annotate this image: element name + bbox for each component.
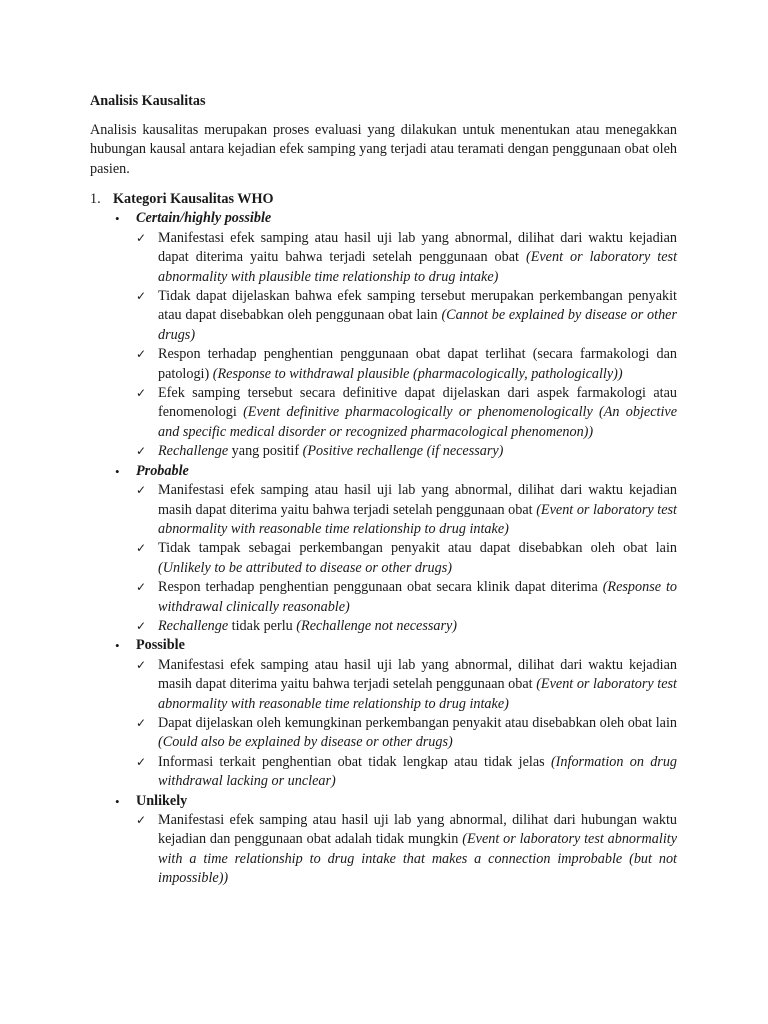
- item-english: (Cannot be explained by disease or other drugs): [158, 307, 677, 343]
- check-icon: ✓: [136, 230, 147, 245]
- item-text: Informasi terkait penghentian obat tidak lengkap atau tidak jelas: [158, 753, 551, 770]
- item-text: Tidak dapat dijelaskan bahwa efek samping tersebut merupakan perkembangan penyakit atau dapat disebabkan oleh penggunaan obat lain: [158, 288, 677, 324]
- item-text: Dapat dijelaskan oleh kemungkinan perkembangan penyakit atau disebabkan oleh obat lain: [158, 714, 677, 731]
- item-english: (Response to withdrawal plausible (pharmacologically, pathologically)): [212, 365, 623, 382]
- list-item: [90, 287, 677, 345]
- category-label: Unlikely: [136, 792, 188, 809]
- list-item: [90, 578, 677, 617]
- list-item: [90, 442, 677, 461]
- item-english: (Information on drug withdrawal lacking or unclear): [158, 753, 678, 790]
- bullet-icon: •: [115, 463, 120, 479]
- item-text: tidak perlu: [228, 617, 297, 634]
- list-item: [90, 753, 677, 792]
- causality-section: [90, 190, 677, 889]
- item-english: (Event or laboratory test abnormality with reasonable time relationship to drug intake): [158, 676, 678, 712]
- item-english: (Positive rechallenge (if necessary): [302, 443, 504, 460]
- list-item: [90, 345, 677, 384]
- item-english: (Event or laboratory test abnormality with reasonable time relationship to drug intake): [158, 501, 678, 537]
- bullet-icon: •: [115, 793, 120, 809]
- item-text: Manifestasi efek samping atau hasil uji lab yang abnormal, dilihat dari waktu kejadian masih dapat diterima yaitu bahwa terjadi setelah penggunaan obat: [158, 656, 677, 693]
- list-item: [90, 481, 677, 539]
- item-english: (Rechallenge not necessary): [296, 617, 458, 634]
- check-icon: ✓: [136, 483, 147, 498]
- intro-paragraph: Analisis kausalitas merupakan proses evaluasi yang dilakukan untuk menentukan atau menegakkan hubungan kausal antara kejadian efek samping yang terjadi atau teramati dengan penggunaan obat oleh pasien.: [90, 122, 677, 177]
- item-text: yang positif: [228, 443, 303, 460]
- list-item: [90, 714, 677, 753]
- item-text: Tidak tampak sebagai perkembangan penyakit atau dapat disebabkan oleh obat lain: [158, 540, 677, 557]
- section-number: 1.: [90, 191, 101, 207]
- section-title: Kategori Kausalitas WHO: [113, 191, 274, 207]
- category-label: Probable: [136, 462, 189, 479]
- item-english: (Event or laboratory test abnormality with plausible time relationship to drug intake): [158, 249, 678, 285]
- item-text: Respon terhadap penghentian penggunaan obat secara klinik dapat diterima: [158, 579, 603, 596]
- bullet-icon: •: [115, 211, 120, 227]
- category-label: Certain/highly possible: [136, 210, 272, 227]
- check-icon: ✓: [136, 715, 147, 730]
- list-item: [90, 811, 677, 889]
- check-icon: ✓: [136, 754, 147, 769]
- check-icon: ✓: [136, 813, 147, 827]
- check-icon: ✓: [136, 657, 147, 672]
- item-lead-term: Rechallenge: [158, 443, 229, 460]
- item-english: (Could also be explained by disease or other drugs): [158, 734, 453, 751]
- check-icon: ✓: [136, 618, 147, 633]
- category-label: Possible: [136, 637, 185, 654]
- check-icon: ✓: [136, 347, 147, 362]
- list-item: [90, 539, 677, 578]
- list-item: [90, 384, 677, 442]
- item-text: Respon terhadap penghentian penggunaan obat dapat terlihat (secara farmakologi dan patologi): [158, 346, 677, 382]
- item-lead-term: Rechallenge: [158, 617, 229, 634]
- item-english: (Unlikely to be attributed to disease or other drugs): [158, 559, 452, 576]
- check-icon: ✓: [136, 444, 147, 459]
- check-icon: ✓: [136, 541, 147, 556]
- check-icon: ✓: [136, 289, 147, 304]
- check-icon: ✓: [136, 580, 147, 595]
- category-probable: [90, 462, 677, 481]
- check-icon: ✓: [136, 386, 147, 401]
- list-item: [90, 656, 677, 714]
- item-text: Manifestasi efek samping atau hasil uji lab yang abnormal, dilihat dari hubungan waktu kejadian dan penggunaan obat adalah tidak mungkin: [158, 812, 677, 848]
- list-item: [90, 617, 677, 636]
- item-text: Efek samping tersebut secara definitive dapat dijelaskan dari aspek farmakologi atau fenomenologi: [158, 385, 677, 421]
- item-english: (Event definitive pharmacologically or phenomenologically (An objective and specific medical disorder or recognized pharmacological phenomenon)): [158, 404, 677, 440]
- item-text: Manifestasi efek samping atau hasil uji lab yang abnormal, dilihat dari waktu kejadian dapat diterima yaitu bahwa terjadi setelah penggunaan obat: [158, 229, 677, 266]
- item-english: (Response to withdrawal clinically reasonable): [158, 579, 677, 615]
- list-item: [90, 229, 677, 287]
- category-unlikely: [90, 792, 677, 811]
- page-title: Analisis Kausalitas: [90, 93, 206, 109]
- category-possible: [90, 636, 677, 655]
- item-english: (Event or laboratory test abnormality with a time relationship to drug intake that makes a connection improbable (but not impossible)): [158, 831, 678, 887]
- category-certain: [90, 209, 677, 228]
- bullet-icon: •: [115, 638, 120, 654]
- item-text: Manifestasi efek samping atau hasil uji lab yang abnormal, dilihat dari waktu kejadian masih dapat diterima yaitu bahwa terjadi setelah penggunaan obat: [158, 482, 677, 518]
- section-title-row: [90, 190, 677, 209]
